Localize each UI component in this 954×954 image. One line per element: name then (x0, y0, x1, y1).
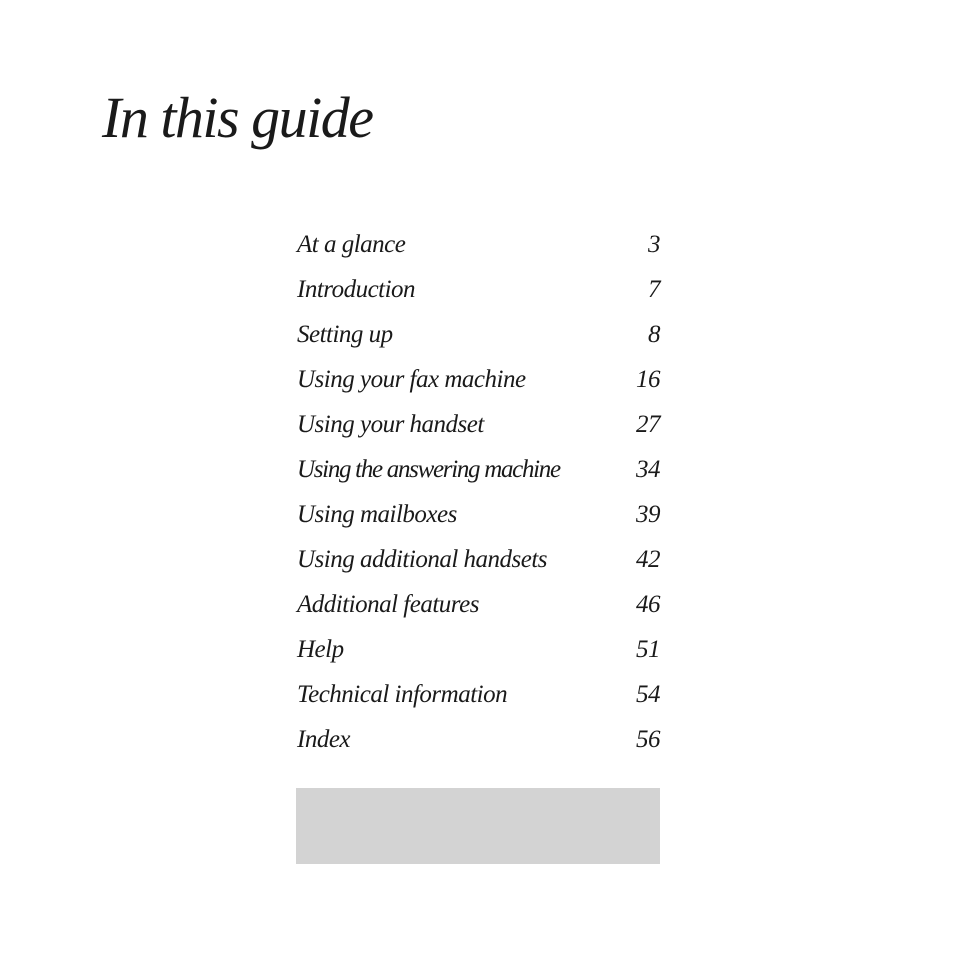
toc-entry-label: Technical information (297, 680, 508, 708)
toc-entry-page: 3 (648, 230, 660, 258)
toc-entry[interactable] (297, 312, 660, 357)
toc-entry-page: 46 (636, 590, 660, 618)
toc-entry-label: Index (297, 725, 351, 753)
toc-entry[interactable] (297, 402, 660, 447)
toc-entry-label: Help (297, 635, 344, 663)
toc-entry-label: Using mailboxes (297, 500, 457, 528)
toc-entry[interactable] (297, 717, 660, 762)
toc-entry-label: Additional features (297, 590, 479, 618)
toc-entry-page: 34 (636, 455, 660, 483)
toc-entry-page: 42 (636, 545, 660, 573)
toc-entry-label: Introduction (297, 275, 416, 303)
toc-entry-page: 51 (636, 635, 660, 663)
toc-entry-page: 56 (636, 725, 660, 753)
grey-panel (296, 788, 660, 864)
toc-entry[interactable] (297, 627, 660, 672)
toc-entry-page: 54 (636, 680, 660, 708)
toc-entry[interactable] (297, 537, 660, 582)
toc-entry-label: Using additional handsets (297, 545, 548, 573)
toc-entry[interactable] (297, 447, 660, 492)
table-of-contents (297, 222, 660, 762)
toc-entry-page: 39 (636, 500, 660, 528)
toc-entry[interactable] (297, 672, 660, 717)
toc-entry[interactable] (297, 267, 660, 312)
toc-entry-label: At a glance (297, 230, 406, 258)
toc-entry[interactable] (297, 582, 660, 627)
toc-entry[interactable] (297, 492, 660, 537)
toc-entry-label: Using your handset (297, 410, 484, 438)
toc-entry[interactable] (297, 222, 660, 267)
toc-entry-page: 27 (636, 410, 660, 438)
toc-entry-label: Setting up (297, 320, 393, 348)
toc-entry[interactable] (297, 357, 660, 402)
page-title: In this guide (102, 85, 373, 150)
toc-entry-label: Using your fax machine (297, 365, 526, 393)
toc-entry-page: 7 (648, 275, 660, 303)
toc-entry-page: 8 (648, 320, 660, 348)
toc-entry-page: 16 (636, 365, 660, 393)
toc-entry-label: Using the answering machine (297, 455, 560, 483)
